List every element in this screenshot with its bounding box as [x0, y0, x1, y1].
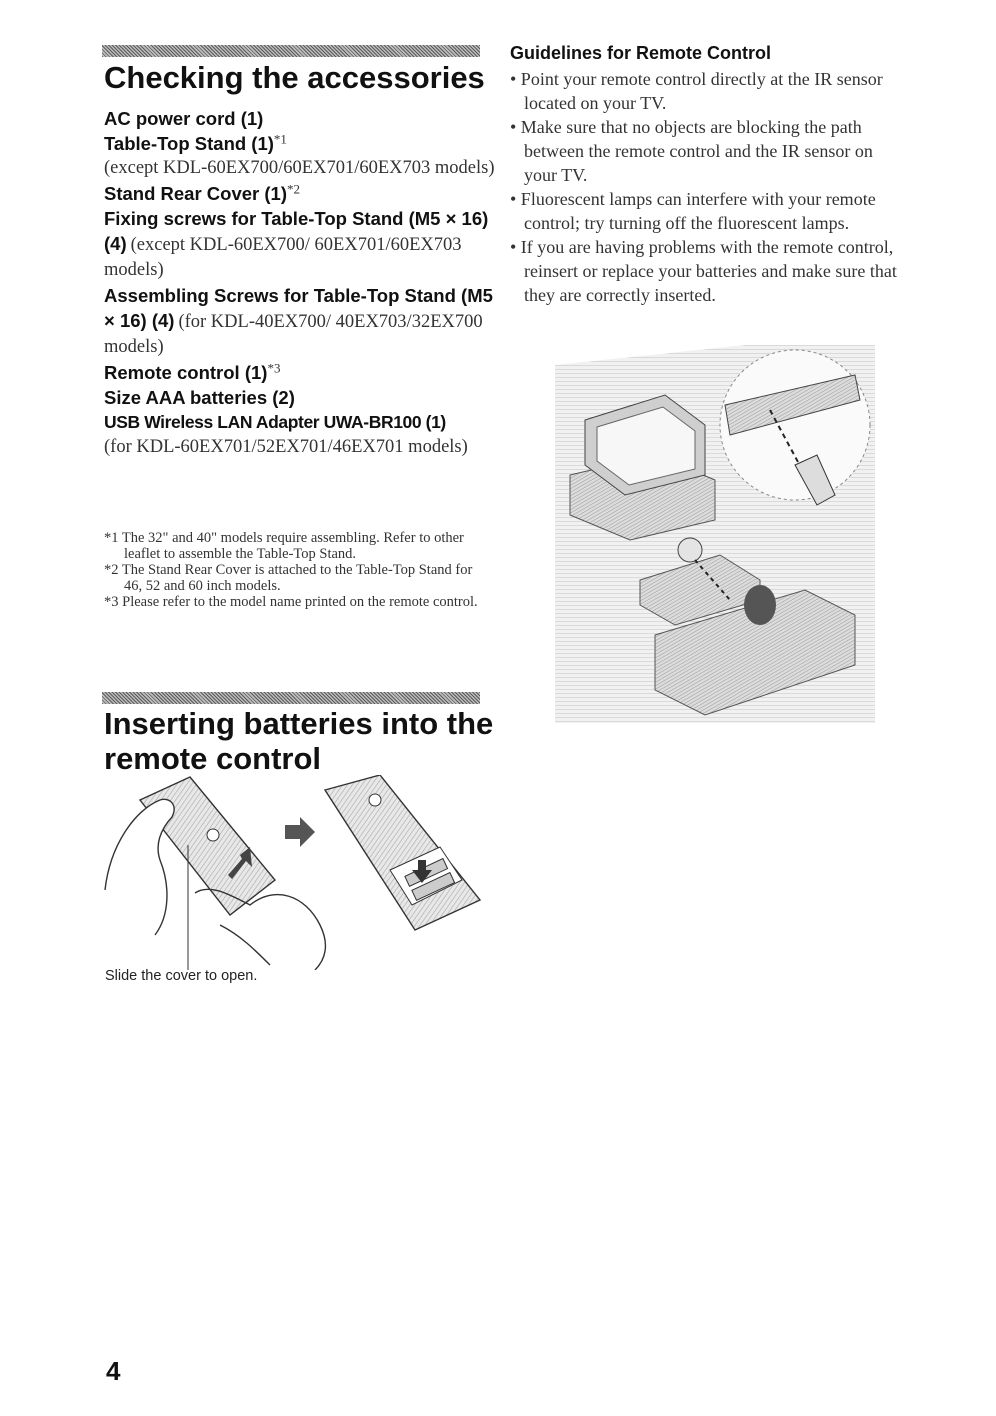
accessory-note: (except KDL-60EX700/ 60EX701/60EX703 models): [104, 235, 462, 280]
accessory-item: [104, 206, 504, 283]
remote-button-icon: [207, 829, 219, 841]
footnote-ref: *1: [273, 131, 287, 147]
flower-vase: [678, 538, 702, 562]
illustration-caption: Slide the cover to open.: [105, 968, 258, 984]
accessory-item: [104, 181, 504, 206]
footnote-ref: *3: [267, 360, 281, 376]
list-item: • Point your remote control directly at the IR sensor located on your TV.: [510, 69, 883, 113]
accessory-note: (except KDL-60EX700/60EX701/60EX703 models): [104, 158, 495, 178]
remote-right: [325, 775, 480, 930]
accessory-name: Assembling Screws for Table-Top Stand (M5 × 16) (4): [104, 285, 493, 331]
next-step-arrow-icon: [285, 817, 315, 847]
guidelines-block: [510, 41, 910, 307]
room-illustration: [555, 345, 875, 725]
section-rule: [102, 692, 480, 704]
accessory-note: (for KDL-40EX700/ 40EX703/32EX700 models): [104, 312, 483, 357]
remote-button-icon: [369, 794, 381, 806]
list-item: • If you are having problems with the remote control, reinsert or replace your batteries and make sure that they are correctly inserted.: [510, 237, 897, 305]
accessory-name: USB Wireless LAN Adapter UWA-BR100 (1): [104, 412, 446, 432]
accessory-item: [104, 106, 504, 131]
footnote: *3 Please refer to the model name printed on the remote control.: [104, 594, 478, 610]
guidelines-title: Guidelines for Remote Control: [510, 43, 772, 63]
accessory-item: [104, 360, 504, 385]
accessory-name: Stand Rear Cover (1): [104, 183, 287, 204]
accessory-note: (for KDL-60EX701/52EX701/46EX701 models): [104, 437, 468, 457]
accessory-list: [104, 106, 504, 460]
person: [744, 585, 776, 625]
footnote-ref: *2: [287, 181, 300, 197]
hand-right: [195, 889, 325, 970]
section-title-accessories: Checking the accessories: [104, 60, 485, 95]
section-rule: [102, 45, 480, 57]
page-number: 4: [106, 1356, 121, 1386]
accessory-name: Size AAA batteries (2): [104, 387, 295, 408]
accessory-item: [104, 131, 504, 181]
list-item: • Make sure that no objects are blocking the path between the remote control and the IR sensor on your TV.: [510, 117, 873, 185]
guidelines-list: [510, 67, 910, 307]
battery-insertion-illustration: [100, 775, 490, 970]
accessory-item: [104, 385, 504, 410]
hand-left: [105, 799, 174, 935]
footnote: *2 The Stand Rear Cover is attached to the Table-Top Stand for 46, 52 and 60 inch models.: [104, 562, 473, 594]
footnotes: [104, 530, 484, 610]
accessory-name: Fixing screws for Table-Top Stand (M5 × 16) (4): [104, 208, 489, 254]
accessory-item: [104, 410, 504, 460]
accessory-item: [104, 283, 504, 360]
footnote: *1 The 32" and 40" models require assembling. Refer to other leaflet to assemble the Table-Top Stand.: [104, 530, 464, 562]
accessory-name: Remote control (1): [104, 362, 268, 383]
accessory-name: Table-Top Stand (1): [104, 133, 274, 154]
list-item: • Fluorescent lamps can interfere with your remote control; try turning off the fluorescent lamps.: [510, 189, 876, 233]
accessory-name: AC power cord (1): [104, 108, 264, 129]
section-title-batteries: Inserting batteries into the remote control: [104, 706, 494, 776]
